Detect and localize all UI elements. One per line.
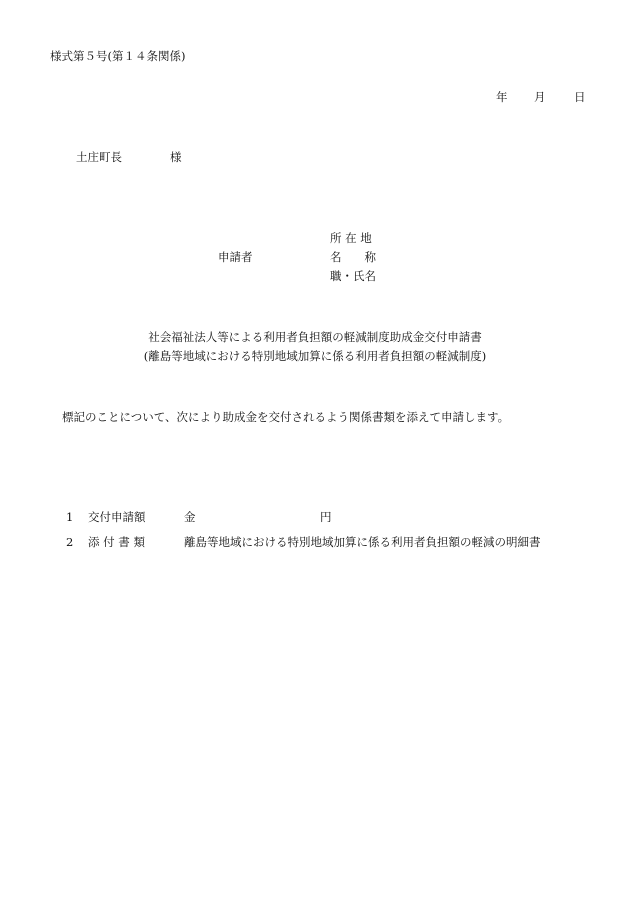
document-title: 社会福祉法人等による利用者負担額の軽減制度助成金交付申請書 — [148, 330, 482, 344]
item-number: 2 — [66, 535, 74, 549]
item-label-attachments: 添 付 書 類 — [88, 535, 145, 549]
date-line — [496, 90, 586, 104]
document-subtitle: (離島等地域における特別地域加算に係る利用者負担額の軽減制度) — [143, 349, 487, 363]
item-number: 1 — [66, 510, 74, 524]
form-number: 様式第５号(第１４条関係) — [50, 49, 186, 63]
name-label: 名 称 — [330, 250, 376, 264]
title-name-label: 職・氏名 — [330, 269, 376, 283]
addressee — [76, 150, 182, 164]
addressee-name: 土庄町長 — [76, 150, 122, 164]
date-month: 月 — [534, 90, 546, 104]
date-year: 年 — [496, 90, 508, 104]
attachments-content: 離島等地域における特別地域加算に係る利用者負担額の軽減の明細書 — [184, 535, 541, 549]
applicant-label: 申請者 — [218, 250, 253, 264]
amount-prefix: 金 — [184, 510, 196, 524]
address-label: 所 在 地 — [330, 231, 372, 245]
item-label-amount: 交付申請額 — [88, 510, 146, 524]
date-day: 日 — [574, 90, 586, 104]
addressee-honorific: 様 — [170, 150, 182, 164]
body-text: 標記のことについて、次により助成金を交付されるよう関係書類を添えて申請します。 — [62, 410, 510, 424]
amount-suffix: 円 — [320, 510, 332, 524]
